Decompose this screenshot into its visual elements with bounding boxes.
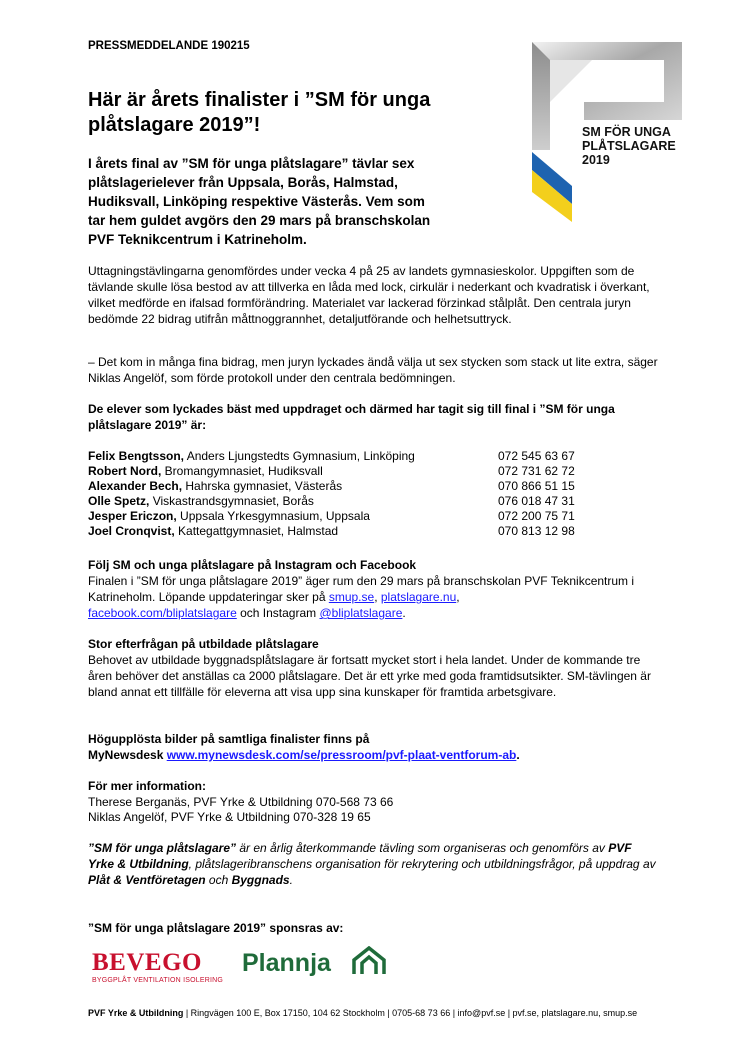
footer-details: | Ringvägen 100 E, Box 17150, 104 62 Stockholm | 0705-68 73 66 | info@pvf.se | pvf.se, platslagare.nu, smup.se — [183, 1008, 638, 1018]
follow-text-3: . — [402, 606, 406, 620]
body-paragraph-1: Uttagningstävlingarna genomfördes under vecka 4 på 25 av landets gymnasieskolor. Uppgiften som de tävlande skulle lösa bestod av att tillverka en låda med lock, cirkulär i nederkant och kvadratisk i överkant, vilket medförde en ifalsad formförändring. Materialet var lackerad förzinkad stålplåt. Den centrala juryn bedömde 22 bidrag utifrån måttnoggrannhet, detaljutförande och helhetsuttryck. — [88, 264, 650, 326]
plannja-logo — [242, 946, 392, 982]
follow-sep-2: , — [456, 590, 460, 604]
about-text-3: och — [205, 873, 232, 887]
finalist-name: Robert Nord, — [88, 464, 162, 478]
contact-line-2: Niklas Angelöf, PVF Yrke & Utbildning 070-328 19 65 — [88, 810, 371, 824]
images-line-1: Högupplösta bilder på samtliga finalister finns på — [88, 732, 370, 746]
mynewsdesk-link[interactable]: www.mynewsdesk.com/se/pressroom/pvf-plaat-ventforum-ab — [166, 748, 517, 762]
logo-line-3: 2019 — [582, 153, 610, 167]
list-item — [88, 479, 648, 494]
contact-line-1: Therese Berganäs, PVF Yrke & Utbildning 070-568 73 66 — [88, 795, 394, 809]
bevego-tagline: BYGGPLÅT VENTILATION ISOLERING — [92, 977, 223, 984]
finalist-name: Alexander Bech, — [88, 479, 183, 493]
bevego-logo — [92, 950, 232, 990]
about-event-name: ”SM för unga plåtslagare” — [88, 841, 237, 855]
follow-text-2: och Instagram — [236, 606, 320, 620]
finalist-phone: 072 545 63 67 — [498, 449, 575, 463]
finalist-phone: 076 018 47 31 — [498, 494, 575, 508]
about-org-name: PVF Yrke & Utbildning — [88, 841, 632, 871]
finalist-phone: 070 813 12 98 — [498, 524, 575, 538]
quote-paragraph: – Det kom in många fina bidrag, men juryn lyckades ändå välja ut sex stycken som stack ut lite extra, säger Niklas Angelöf, som förde protokoll under den centrala bedömningen. — [88, 355, 658, 385]
footer-org: PVF Yrke & Utbildning — [88, 1008, 184, 1018]
finalists-intro: De elever som lyckades bäst med uppdraget och därmed har tagit sig till final i ”SM för unga plåtslagare 2019” är: — [88, 402, 615, 432]
list-item — [88, 524, 648, 539]
about-text-2: , plåtslageribranschens organisation för rekrytering och utbildningsfrågor, på uppdrag av — [188, 857, 656, 871]
finalist-school: Uppsala Yrkesgymnasium, Uppsala — [176, 509, 370, 523]
platslagare-link[interactable]: platslagare.nu — [380, 590, 457, 604]
images-prefix: MyNewsdesk — [88, 748, 167, 762]
smup-link[interactable]: smup.se — [328, 590, 375, 604]
list-item — [88, 464, 648, 479]
demand-paragraph: Behovet av utbildade byggnadsplåtslagare är fortsatt mycket stort i hela landet. Under de kommande tre åren behöver det anställas ca 2000 plåtslagare. Det är ett yrke med goda framtidsutsikter. SM-tävlingen är bland annat ett tillfälle för eleverna att visa upp sina kunskaper för framtida arbetsgivare. — [88, 653, 651, 699]
bevego-wordmark: BEVEGO — [92, 949, 202, 976]
contact-heading: För mer information: — [88, 779, 207, 793]
logo-line-1: SM FÖR UNGA — [582, 125, 671, 139]
images-line-2 — [88, 747, 658, 763]
about-text-1: är en årlig återkommande tävling som organiseras och genomförs av — [236, 841, 609, 855]
footer — [88, 1007, 708, 1019]
finalist-name: Olle Spetz, — [88, 494, 150, 508]
follow-heading: Följ SM och unga plåtslagare på Instagram och Facebook — [88, 558, 417, 572]
list-item — [88, 449, 648, 464]
finalist-school: Hahrska gymnasiet, Västerås — [182, 479, 343, 493]
instagram-link[interactable]: @bliplatslagare — [319, 606, 403, 620]
list-item — [88, 509, 648, 524]
lead-paragraph: I årets final av ”SM för unga plåtslagare” tävlar sex plåtslagerielever från Uppsala, Borås, Halmstad, Hudiksvall, Linköping respektive Västerås. Vem som tar hem guldet avgörs den 29 mars på branschskolan PVF Teknikcentrum i Katrineholm. — [88, 156, 431, 247]
finalist-school: Kattegattgymnasiet, Halmstad — [174, 524, 339, 538]
logo-line-2: PLÅTSLAGARE — [582, 139, 676, 153]
finalist-name: Joel Cronqvist, — [88, 524, 175, 538]
follow-paragraph — [88, 573, 658, 621]
about-text-4: . — [289, 873, 293, 887]
sm-logo — [532, 42, 682, 222]
about-paragraph — [88, 840, 658, 888]
demand-heading: Stor efterfrågan på utbildade plåtslagare — [88, 637, 319, 651]
plannja-wordmark: Plannja — [242, 949, 331, 977]
sponsors-heading: ”SM för unga plåtslagare 2019” sponsras av: — [88, 921, 344, 935]
page-title: Här är årets finalister i ”SM för unga plåtslagare 2019”! — [88, 89, 431, 136]
list-item — [88, 494, 648, 509]
plannja-house-icon — [352, 946, 386, 976]
about-client-2: Byggnads — [231, 873, 290, 887]
finalist-school: Viskastrandsgymnasiet, Borås — [149, 494, 314, 508]
facebook-link[interactable]: facebook.com/bliplatslagare — [88, 606, 237, 620]
follow-sep-1: , — [374, 590, 381, 604]
press-release-label: PRESSMEDDELANDE 190215 — [88, 40, 250, 52]
finalist-school: Bromangymnasiet, Hudiksvall — [161, 464, 323, 478]
images-suffix: . — [516, 748, 520, 762]
finalist-name: Felix Bengtsson, — [88, 449, 185, 463]
finalist-phone: 072 200 75 71 — [498, 509, 575, 523]
follow-text-1: Finalen i ”SM för unga plåtslagare 2019” äger rum den 29 mars på branschskolan PVF Teknikcentrum i Katrineholm. Löpande uppdateringar sker på — [88, 574, 635, 604]
finalist-phone: 070 866 51 15 — [498, 479, 575, 493]
finalist-name: Jesper Ericzon, — [88, 509, 177, 523]
finalist-phone: 072 731 62 72 — [498, 464, 575, 478]
about-client-1: Plåt & Ventföretagen — [88, 873, 206, 887]
finalist-school: Anders Ljungstedts Gymnasium, Linköping — [184, 449, 415, 463]
